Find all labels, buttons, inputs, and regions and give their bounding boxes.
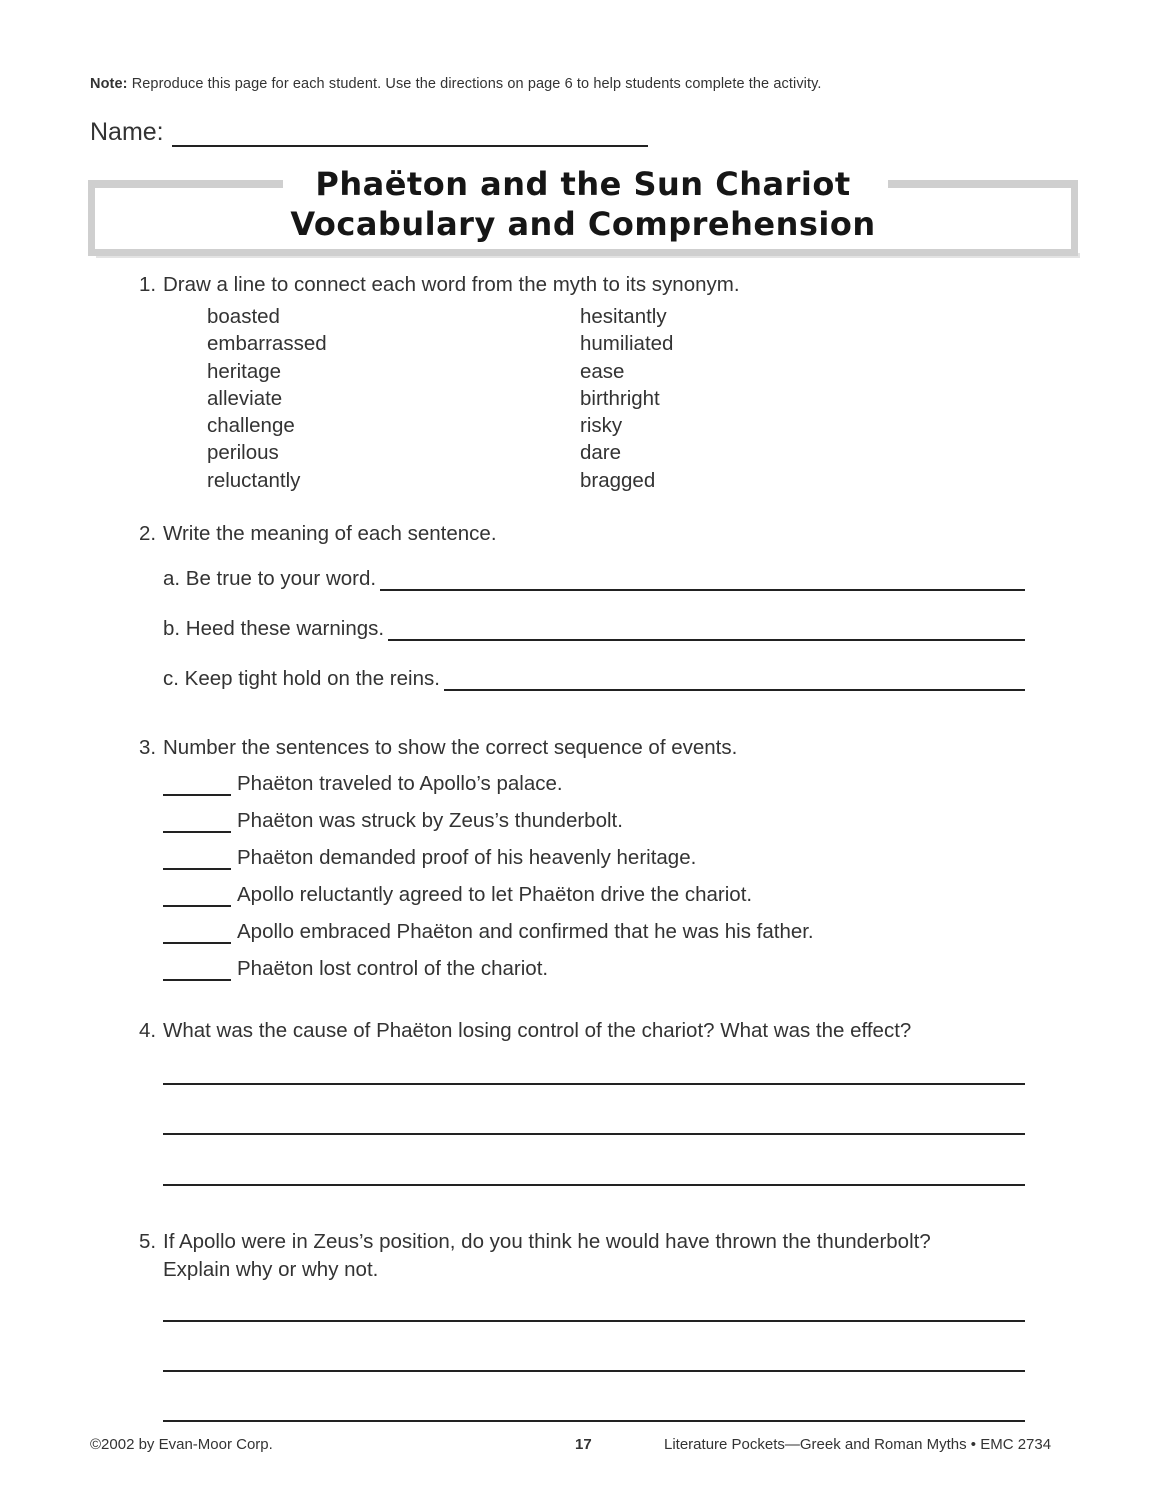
question-1-prompt [139, 273, 740, 297]
answer-line[interactable] [163, 1320, 1025, 1322]
sequence-number-blank[interactable] [163, 850, 231, 870]
name-input-line[interactable] [172, 123, 648, 147]
sequence-item [163, 809, 623, 833]
sequence-text: Apollo embraced Phaëton and confirmed that he was his father. [237, 920, 814, 943]
vocab-word: embarrassed [207, 332, 327, 356]
vocab-word: reluctantly [207, 468, 301, 492]
answer-line[interactable] [163, 1133, 1025, 1135]
sequence-item [163, 920, 814, 944]
question-number: 1. [139, 273, 157, 296]
sequence-number-blank[interactable] [163, 961, 231, 981]
answer-line[interactable] [388, 621, 1025, 641]
sequence-number-blank[interactable] [163, 813, 231, 833]
question-text: Draw a line to connect each word from the myth to its synonym. [163, 273, 740, 296]
footer-book-title: Literature Pockets—Greek and Roman Myths • EMC 2734 [664, 1436, 1052, 1453]
synonym-word: risky [580, 414, 623, 438]
question-2-prompt [139, 522, 497, 546]
vocab-word: alleviate [207, 386, 283, 410]
question-number: 3. [139, 736, 157, 759]
page-title [88, 164, 1078, 244]
footer-copyright: ©2002 by Evan-Moor Corp. [90, 1436, 273, 1453]
synonym-word: hesitantly [580, 305, 667, 328]
synonym-words-right [580, 303, 673, 494]
synonym-word: birthright [580, 386, 660, 410]
sequence-item [163, 957, 548, 981]
question-number: 4. [139, 1019, 157, 1042]
synonym-word: humiliated [580, 332, 674, 356]
title-line-1: Phaëton and the Sun Chariot [315, 165, 851, 203]
answer-line[interactable] [380, 571, 1025, 591]
sequence-number-blank[interactable] [163, 776, 231, 796]
reproduction-note [90, 76, 822, 92]
question-text: Number the sentences to show the correct sequence of events. [163, 736, 738, 759]
answer-line[interactable] [163, 1370, 1025, 1372]
sentence-label: b. Heed these warnings. [163, 617, 385, 640]
synonym-word: bragged [580, 468, 656, 492]
footer-page-number: 17 [575, 1436, 592, 1453]
sequence-text: Phaëton was struck by Zeus’s thunderbolt. [237, 809, 623, 832]
sentence-label: c. Keep tight hold on the reins. [163, 667, 440, 690]
name-label: Name: [90, 118, 164, 146]
vocab-word: boasted [207, 305, 280, 328]
sequence-number-blank[interactable] [163, 924, 231, 944]
synonym-word: ease [580, 359, 625, 383]
question-text: If Apollo were in Zeus’s position, do you think he would have thrown the thunderbolt? [163, 1230, 931, 1253]
question-number: 5. [139, 1230, 157, 1253]
name-field [90, 118, 648, 147]
answer-line[interactable] [163, 1184, 1025, 1186]
question-text-continued: Explain why or why not. [163, 1258, 379, 1281]
sequence-item [163, 883, 752, 907]
answer-line[interactable] [163, 1420, 1025, 1422]
question-text: What was the cause of Phaëton losing control of the chariot? What was the effect? [163, 1019, 912, 1042]
vocab-word: challenge [207, 414, 295, 438]
question-3-prompt [139, 736, 737, 760]
meaning-item-c [163, 667, 1025, 691]
vocab-word: heritage [207, 359, 282, 383]
sequence-item [163, 772, 563, 796]
meaning-item-b [163, 617, 1025, 641]
question-4-prompt [139, 1019, 911, 1043]
answer-line[interactable] [444, 671, 1025, 691]
title-line-2: Vocabulary and Comprehension [290, 205, 876, 243]
sentence-label: a. Be true to your word. [163, 567, 377, 590]
meaning-item-a [163, 567, 1025, 591]
answer-line[interactable] [163, 1083, 1025, 1085]
note-label: Note: [90, 76, 128, 92]
title-banner [88, 165, 1078, 256]
sequence-text: Apollo reluctantly agreed to let Phaëton drive the chariot. [237, 883, 753, 906]
sequence-text: Phaëton traveled to Apollo’s palace. [237, 772, 563, 795]
vocab-word: perilous [207, 441, 279, 465]
sequence-text: Phaëton demanded proof of his heavenly heritage. [237, 846, 697, 869]
sequence-text: Phaëton lost control of the chariot. [237, 957, 549, 980]
question-number: 2. [139, 522, 157, 545]
synonym-word: dare [580, 441, 622, 465]
sequence-item [163, 846, 696, 870]
vocab-words-left [207, 303, 327, 494]
question-5-prompt [139, 1228, 931, 1284]
sequence-number-blank[interactable] [163, 887, 231, 907]
note-text: Reproduce this page for each student. Use the directions on page 6 to help students complete the activity. [127, 76, 822, 92]
question-text: Write the meaning of each sentence. [163, 522, 497, 545]
